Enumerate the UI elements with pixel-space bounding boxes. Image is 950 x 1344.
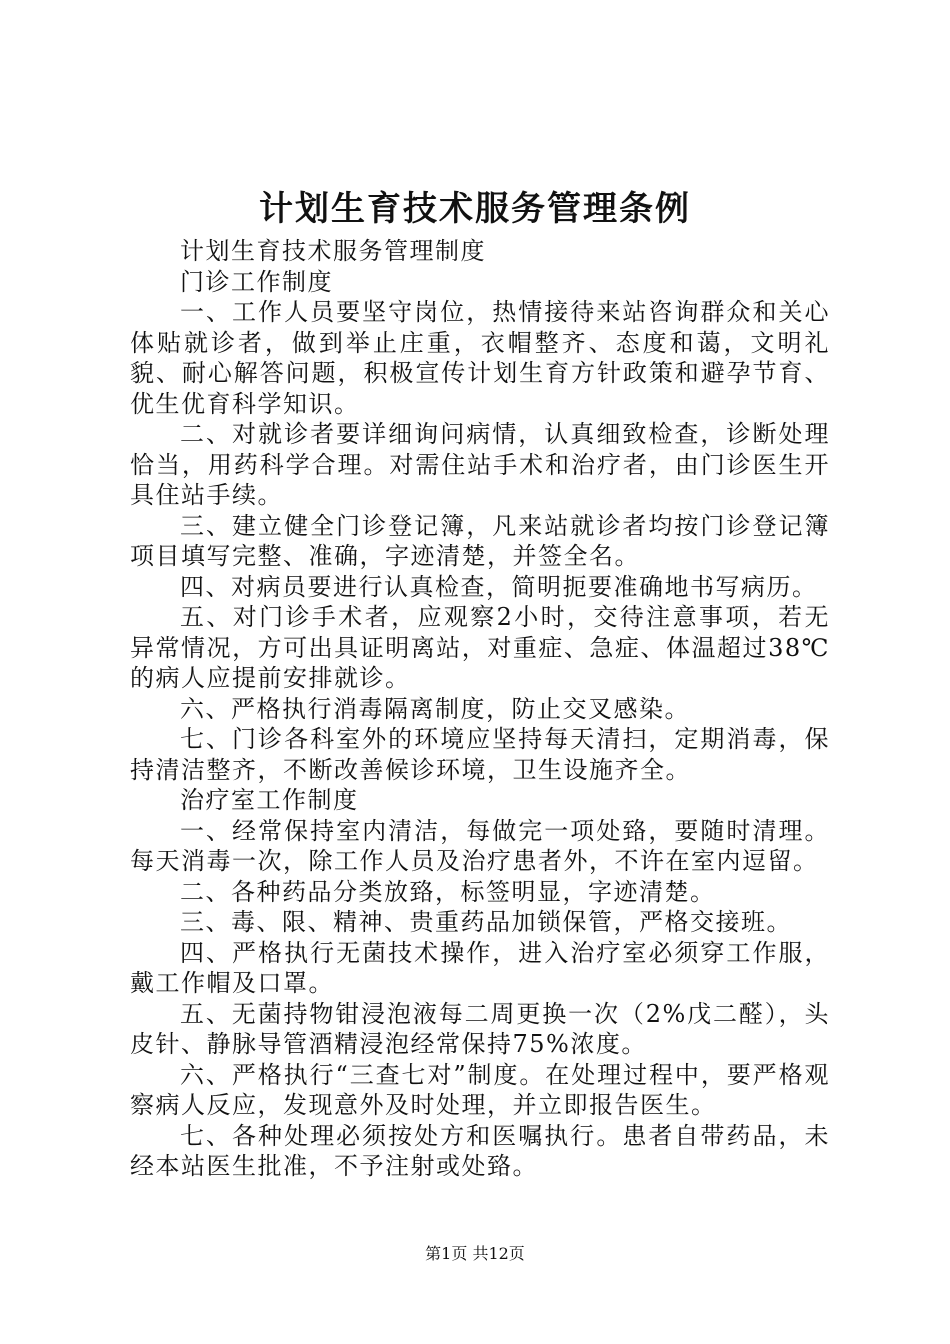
paragraph: 七、各种处理必须按处方和医嘱执行。患者自带药品，未经本站医生批准，不予注射或处臵。 — [130, 1121, 830, 1180]
paragraph: 五、对门诊手术者，应观察2小时，交待注意事项，若无异常情况，方可出具证明离站，对重症、急症、体温超过38℃的病人应提前安排就诊。 — [130, 603, 830, 692]
document-body — [130, 236, 830, 1182]
paragraph: 六、严格执行“三查七对”制度。在处理过程中，要严格观察病人反应，发现意外及时处理，并立即报告医生。 — [130, 1060, 830, 1119]
paragraph: 三、毒、限、精神、贵重药品加锁保管，严格交接班。 — [180, 908, 792, 936]
paragraph: 七、门诊各科室外的环境应坚持每天清扫，定期消毒，保持清洁整齐，不断改善候诊环境，卫生设施齐全。 — [130, 725, 830, 784]
paragraph: 四、对病员要进行认真检查，简明扼要准确地书写病历。 — [180, 572, 818, 601]
paragraph: 治疗室工作制度 — [180, 786, 359, 814]
paragraph: 三、建立健全门诊登记簿，凡来站就诊者均按门诊登记簿项目填写完整、准确，字迹清楚，并签全名。 — [130, 511, 830, 570]
paragraph: 五、无菌持物钳浸泡液每二周更换一次（2%戊二醛），头皮针、静脉导管酒精浸泡经常保持75%浓度。 — [130, 999, 830, 1058]
paragraph: 一、工作人员要坚守岗位，热情接待来站咨询群众和关心体贴就诊者，做到举止庄重，衣帽整齐、态度和蔼，文明礼貌、耐心解答问题，积极宣传计划生育方针政策和避孕节育、优生优育科学知识。 — [130, 298, 830, 418]
paragraph: 二、各种药品分类放臵，标签明显，字迹清楚。 — [180, 877, 716, 906]
document-title: 计划生育技术服务管理条例 — [259, 189, 691, 229]
page-footer: 第1页 共12页 — [425, 1244, 525, 1263]
paragraph: 一、经常保持室内清洁，每做完一项处臵，要随时清理。每天消毒一次，除工作人员及治疗患者外，不许在室内逗留。 — [130, 816, 830, 875]
paragraph: 四、严格执行无菌技术操作，进入治疗室必须穿工作服，戴工作帽及口罩。 — [130, 938, 830, 997]
paragraph: 二、对就诊者要详细询问病情，认真细致检查，诊断处理恰当，用药科学合理。对需住站手术和治疗者，由门诊医生开具住站手续。 — [130, 420, 830, 509]
paragraph: 计划生育技术服务管理制度 — [180, 237, 486, 265]
paragraph: 六、严格执行消毒隔离制度，防止交叉感染。 — [180, 694, 690, 723]
paragraph: 门诊工作制度 — [180, 267, 333, 296]
